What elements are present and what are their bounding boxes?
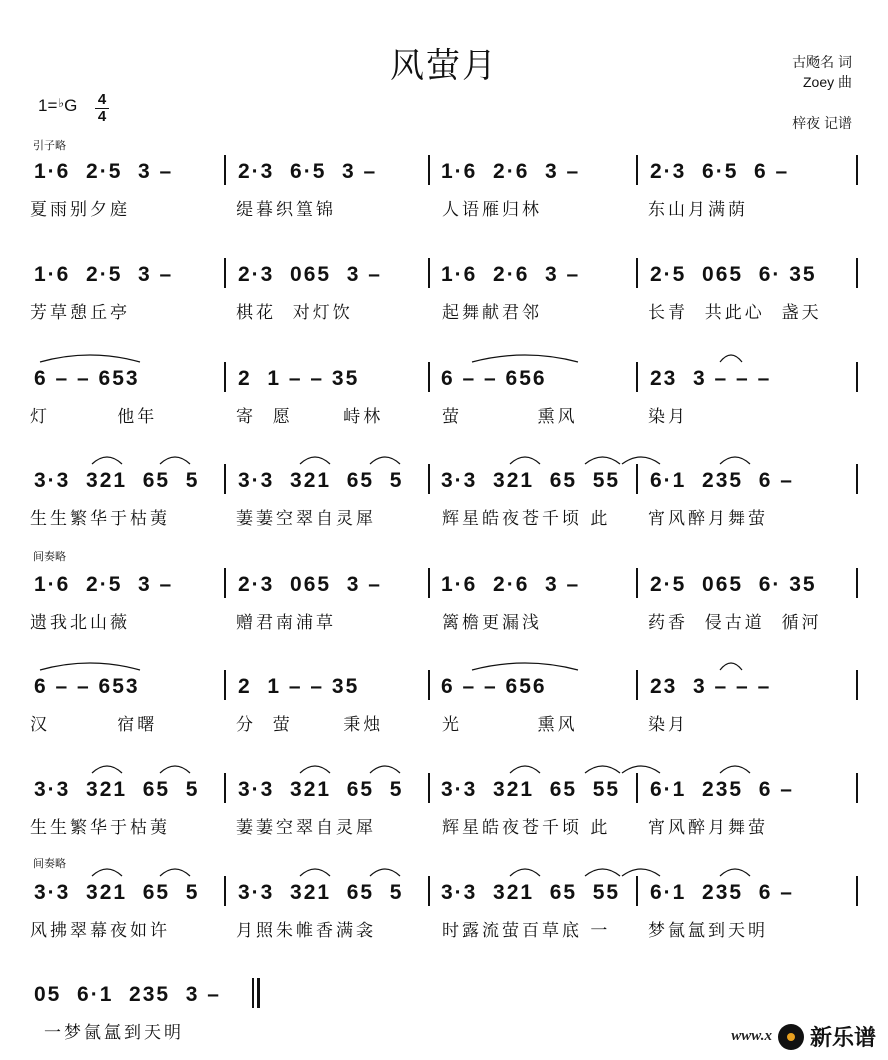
measure-notes: 3·3 321 65 5 xyxy=(34,881,200,904)
slur-arc xyxy=(92,869,122,876)
flat-sign: ♭ xyxy=(58,96,65,110)
lyric-line: 月照朱帷香满衾 xyxy=(236,921,376,941)
slur-arc xyxy=(472,663,578,670)
page-title: 风萤月 xyxy=(390,46,498,86)
measure-notes: 6 – – 653 xyxy=(34,675,140,698)
slur-arcs xyxy=(30,464,860,504)
measure-notes: 3·3 321 65 55 xyxy=(441,881,621,904)
lyric-line: 梦氤氲到天明 xyxy=(648,921,768,941)
meter-top: 4 xyxy=(97,91,107,108)
measure-notes: 3·3 321 65 55 xyxy=(441,469,621,492)
score-row xyxy=(30,670,860,740)
measure-notes: 6·1 235 6 – xyxy=(650,778,794,801)
slur-arc xyxy=(92,457,122,464)
score-row xyxy=(30,464,860,534)
slur-arc xyxy=(510,869,540,876)
measure-notes: 3·3 321 65 5 xyxy=(34,778,200,801)
watermark-brand: 新乐谱 xyxy=(809,1026,876,1051)
slur-arcs xyxy=(30,155,860,195)
lyric-line: 赠君南浦草 xyxy=(236,613,336,633)
disc-logo-icon xyxy=(778,1024,804,1050)
key-note: G xyxy=(64,96,78,115)
slur-arc xyxy=(92,766,122,773)
slur-arc xyxy=(300,869,330,876)
score-row xyxy=(30,155,860,225)
slur-arc xyxy=(40,663,140,670)
slur-arc xyxy=(370,457,400,464)
slur-arc xyxy=(585,869,620,876)
lyric-line: 人语雁归林 xyxy=(442,200,542,220)
slur-arc xyxy=(300,457,330,464)
score-row xyxy=(30,568,860,638)
slur-arc xyxy=(622,457,660,464)
meter-bottom: 4 xyxy=(97,108,107,125)
lyric-line: 染月 xyxy=(648,715,688,735)
slur-arc xyxy=(622,869,660,876)
interlude-tag: 间奏略 xyxy=(33,857,66,870)
measure-notes: 6·1 235 6 – xyxy=(650,469,794,492)
measure-notes: 2 1 – – 35 xyxy=(238,675,360,698)
measure-notes: 1·6 2·5 3 – xyxy=(34,573,174,596)
lyric-line: 萋萋空翠自灵犀 xyxy=(236,818,376,838)
measure-notes: 1·6 2·6 3 – xyxy=(441,573,581,596)
measure-notes: 1·6 2·5 3 – xyxy=(34,263,174,286)
key-signature xyxy=(38,96,77,116)
measure-notes: 23 3 – – – xyxy=(650,675,772,698)
lyric-line: 时露流萤百草底 一 xyxy=(442,921,611,941)
intro-tag: 引子略 xyxy=(33,139,66,152)
slur-arc xyxy=(585,766,620,773)
slur-arc xyxy=(160,766,190,773)
lyric-line: 生生繁华于枯荑 xyxy=(30,818,170,838)
lyric-line: 灯 他年 xyxy=(30,407,158,427)
slur-arc xyxy=(585,457,620,464)
slur-arc xyxy=(510,766,540,773)
lyric-line: 长青 共此心 盏天 xyxy=(648,303,822,323)
lyric-line: 光 熏风 xyxy=(442,715,578,735)
measure-notes: 3·3 321 65 5 xyxy=(238,778,404,801)
lyric-line: 辉星皓夜苍千顷 此 xyxy=(442,509,611,529)
slur-arc xyxy=(472,355,578,362)
lyricist-credit: 古飏名 词 xyxy=(792,54,852,70)
slur-arc xyxy=(40,355,140,362)
lyric-line: 生生繁华于枯荑 xyxy=(30,509,170,529)
lyric-line: 分 萤 秉烛 xyxy=(236,715,384,735)
score-row xyxy=(30,258,860,328)
measure-notes: 3·3 321 65 5 xyxy=(238,881,404,904)
score-row xyxy=(30,773,860,843)
slur-arc xyxy=(370,869,400,876)
slur-arcs xyxy=(30,258,860,298)
measure-notes: 1·6 2·6 3 – xyxy=(441,263,581,286)
lyric-line: 萋萋空翠自灵犀 xyxy=(236,509,376,529)
lyric-line: 篱檐更漏浅 xyxy=(442,613,542,633)
measure-notes: 2·3 065 3 – xyxy=(238,263,382,286)
measure-notes: 6 – – 653 xyxy=(34,367,140,390)
slur-arcs xyxy=(30,978,860,1018)
slur-arc xyxy=(370,766,400,773)
lyric-line: 一梦氤氲到天明 xyxy=(44,1023,184,1043)
watermark xyxy=(731,1021,876,1052)
measure-notes: 2·5 065 6· 35 xyxy=(650,573,817,596)
lyric-line: 寄 愿 峙林 xyxy=(236,407,384,427)
lyric-line: 宵风醉月舞萤 xyxy=(648,509,768,529)
measure-notes: 3·3 321 65 55 xyxy=(441,778,621,801)
measure-notes: 6·1 235 6 – xyxy=(650,881,794,904)
slur-arcs xyxy=(30,773,860,813)
measure-notes: 3·3 321 65 5 xyxy=(34,469,200,492)
slur-arcs xyxy=(30,670,860,710)
slur-arc xyxy=(720,355,742,362)
lyric-line: 萤 熏风 xyxy=(442,407,578,427)
measure-notes: 2·3 065 3 – xyxy=(238,573,382,596)
measure-notes: 2 1 – – 35 xyxy=(238,367,360,390)
measure-notes: 23 3 – – – xyxy=(650,367,772,390)
interlude-tag: 间奏略 xyxy=(33,550,66,563)
score-row xyxy=(30,362,860,432)
measure-notes: 05 6·1 235 3 – xyxy=(34,983,221,1006)
measure-notes: 1·6 2·5 3 – xyxy=(34,160,174,183)
lyric-line: 缇暮织篁锦 xyxy=(236,200,336,220)
lyric-line: 棋花 对灯饮 xyxy=(236,303,353,323)
lyric-line: 汉 宿曙 xyxy=(30,715,158,735)
lyric-line: 宵风醉月舞萤 xyxy=(648,818,768,838)
slur-arcs xyxy=(30,568,860,608)
slur-arc xyxy=(720,663,742,670)
measure-notes: 3·3 321 65 5 xyxy=(238,469,404,492)
watermark-url: www.x xyxy=(731,1028,772,1044)
slur-arc xyxy=(160,457,190,464)
measure-notes: 2·5 065 6· 35 xyxy=(650,263,817,286)
lyric-line: 药香 侵古道 循河 xyxy=(648,613,822,633)
lyric-line: 风拂翠幕夜如许 xyxy=(30,921,170,941)
slur-arcs xyxy=(30,876,860,916)
lyric-line: 遗我北山薇 xyxy=(30,613,130,633)
slur-arcs xyxy=(30,362,860,402)
key-prefix: 1= xyxy=(38,96,58,115)
lyric-line: 辉星皓夜苍千顷 此 xyxy=(442,818,611,838)
measure-notes: 2·3 6·5 3 – xyxy=(238,160,378,183)
measure-notes: 6 – – 656 xyxy=(441,367,547,390)
slur-arc xyxy=(160,869,190,876)
slur-arc xyxy=(720,869,750,876)
composer-credit: Zoey 曲 xyxy=(802,74,852,90)
lyric-line: 染月 xyxy=(648,407,688,427)
lyric-line: 芳草憩丘亭 xyxy=(30,303,130,323)
measure-notes: 2·3 6·5 6 – xyxy=(650,160,790,183)
slur-arc xyxy=(720,457,750,464)
lyric-line: 夏雨别夕庭 xyxy=(30,200,130,220)
slur-arc xyxy=(510,457,540,464)
transcriber-credit: 梓夜 记谱 xyxy=(792,115,852,131)
slur-arc xyxy=(720,766,750,773)
time-signature xyxy=(94,92,110,125)
score-row xyxy=(30,876,860,946)
slur-arc xyxy=(622,766,660,773)
measure-notes: 6 – – 656 xyxy=(441,675,547,698)
lyric-line: 起舞献君邻 xyxy=(442,303,542,323)
lyric-line: 东山月满荫 xyxy=(648,200,748,220)
measure-notes: 1·6 2·6 3 – xyxy=(441,160,581,183)
slur-arc xyxy=(300,766,330,773)
